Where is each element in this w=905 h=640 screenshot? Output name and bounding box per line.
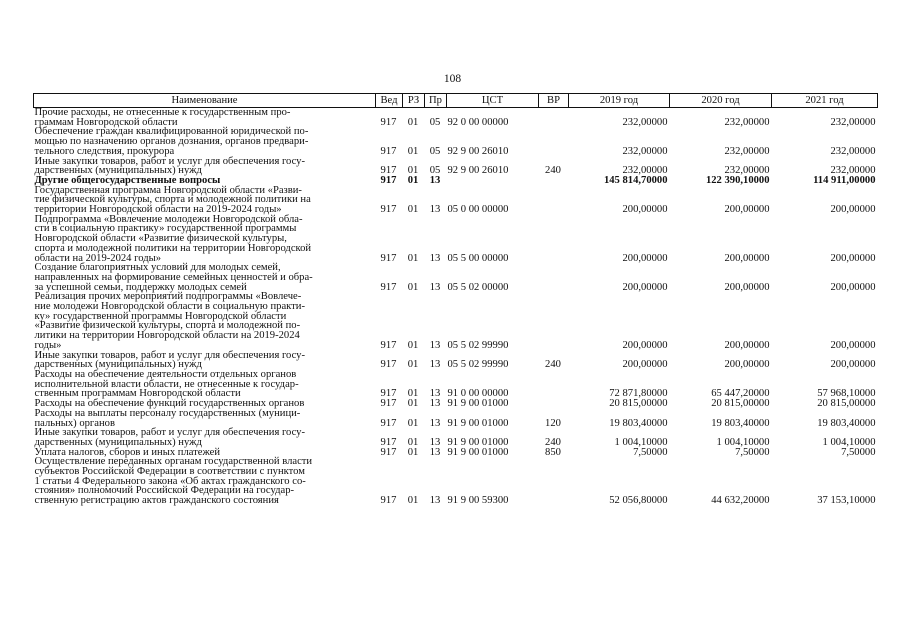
table-row (34, 351, 878, 370)
row-amount-2021: 1 004,10000 (822, 436, 876, 448)
header-2019: 2019 год (569, 94, 670, 108)
table-row (34, 457, 878, 506)
row-amount-2021: 200,00000 (830, 359, 876, 371)
row-cst: 05 5 02 99990 (447, 359, 509, 371)
row-vr: 850 (545, 446, 561, 458)
row-amount-2021: 200,00000 (830, 339, 876, 351)
row-vr (539, 292, 569, 350)
row-ved: 917 (380, 339, 397, 351)
row-amount-2019: 200,00000 (622, 204, 668, 216)
row-pr: 13 (429, 281, 441, 293)
row-amount-2019: 145 814,70000 (603, 174, 668, 186)
table-body (34, 108, 878, 506)
row-ved: 917 (380, 436, 397, 448)
row-vr: 120 (545, 417, 561, 429)
row-amount-2019: 200,00000 (622, 252, 668, 264)
row-rz: 01 (407, 145, 419, 157)
row-rz: 01 (407, 436, 419, 448)
row-ved: 917 (380, 165, 397, 177)
row-cst: 05 5 00 00000 (447, 252, 509, 264)
row-cst: 91 9 00 01000 (447, 417, 509, 429)
table-row (34, 108, 878, 128)
row-rz: 01 (407, 446, 419, 458)
row-pr: 13 (429, 436, 441, 448)
row-rz: 01 (407, 495, 419, 507)
row-name: Расходы на выплаты персоналу государственных (муници- пальных) органов (34, 407, 301, 429)
row-amount-2020: 232,00000 (724, 145, 770, 157)
row-cst: 05 0 00 00000 (447, 204, 509, 216)
row-rz: 01 (407, 252, 419, 264)
row-ved: 917 (380, 359, 397, 371)
row-cst (447, 176, 539, 186)
row-amount-2021: 200,00000 (830, 252, 876, 264)
row-cst: 05 5 02 00000 (447, 281, 509, 293)
row-amount-2019: 232,00000 (622, 145, 668, 157)
table-row (34, 215, 878, 264)
row-amount-2019: 200,00000 (622, 339, 668, 351)
row-ved: 917 (380, 204, 397, 216)
row-pr: 13 (429, 417, 441, 429)
row-cst: 05 5 02 99990 (447, 339, 509, 351)
row-amount-2021: 200,00000 (830, 204, 876, 216)
row-pr: 05 (429, 116, 441, 128)
row-vr: 240 (545, 359, 561, 371)
row-amount-2021: 7,50000 (841, 446, 876, 458)
row-ved: 917 (380, 145, 397, 157)
row-amount-2019: 1 004,10000 (614, 436, 668, 448)
row-vr (539, 215, 569, 264)
row-amount-2019: 19 803,40000 (609, 417, 668, 429)
row-vr (539, 186, 569, 215)
row-pr: 05 (429, 165, 441, 177)
header-2020: 2020 год (670, 94, 772, 108)
row-name: Расходы на обеспечение деятельности отдельных органов исполнительной власти области, не отнесенные к государ- ственным программам Новгородской области (34, 368, 299, 400)
row-amount-2021: 232,00000 (830, 116, 876, 128)
row-vr: 240 (545, 436, 561, 448)
row-vr (539, 127, 569, 156)
row-pr: 05 (429, 145, 441, 157)
row-amount-2019: 20 815,00000 (609, 398, 668, 410)
row-ved: 917 (380, 398, 397, 410)
row-amount-2020: 1 004,10000 (716, 436, 770, 448)
budget-table (33, 93, 878, 506)
row-rz: 01 (407, 204, 419, 216)
row-rz: 01 (407, 339, 419, 351)
row-cst: 91 0 00 00000 (447, 388, 509, 400)
header-row (34, 94, 878, 108)
table-row (34, 292, 878, 350)
row-amount-2021: 114 911,00000 (813, 174, 876, 186)
row-pr: 13 (429, 495, 441, 507)
row-vr: 240 (545, 165, 561, 177)
table-row (34, 428, 878, 447)
table-row (34, 370, 878, 399)
row-cst: 91 9 00 59300 (447, 495, 509, 507)
row-name: Иные закупки товаров, работ и услуг для обеспечения госу- дарственных (муниципальных) нужд (34, 155, 306, 177)
row-amount-2019: 7,50000 (633, 446, 668, 458)
row-name: Государственная программа Новгородской области «Разви- тие физической культуры, спорта и молодежной политики на территории Новгородской области на 2019-2024 годы» (34, 184, 311, 216)
row-name: Расходы на обеспечение функций государственных органов (34, 398, 305, 410)
row-ved: 917 (380, 252, 397, 264)
row-pr: 13 (429, 398, 441, 410)
header-cst: ЦСТ (447, 94, 539, 108)
row-amount-2020: 200,00000 (724, 252, 770, 264)
row-amount-2021: 232,00000 (830, 145, 876, 157)
row-rz: 01 (407, 165, 419, 177)
row-amount-2020: 200,00000 (724, 204, 770, 216)
row-rz: 01 (407, 417, 419, 429)
row-amount-2021: 200,00000 (830, 281, 876, 293)
row-amount-2020: 122 390,10000 (705, 174, 770, 186)
row-name: Иные закупки товаров, работ и услуг для обеспечения госу- дарственных (муниципальных) нужд (34, 427, 306, 448)
table-row (34, 127, 878, 156)
row-amount-2019: 232,00000 (622, 116, 668, 128)
row-amount-2020: 200,00000 (724, 359, 770, 371)
row-amount-2020: 20 815,00000 (711, 398, 770, 410)
row-rz: 01 (407, 398, 419, 410)
row-cst: 92 9 00 26010 (447, 165, 509, 177)
row-vr (539, 176, 569, 186)
row-ved: 917 (380, 174, 397, 186)
row-amount-2020: 232,00000 (724, 116, 770, 128)
row-ved: 917 (380, 495, 397, 507)
row-vr (539, 108, 569, 128)
row-pr: 13 (429, 359, 441, 371)
row-pr: 13 (429, 204, 441, 216)
row-cst: 91 9 00 01000 (447, 446, 509, 458)
row-amount-2020: 200,00000 (724, 339, 770, 351)
row-amount-2020: 65 447,20000 (711, 388, 770, 400)
row-amount-2020: 200,00000 (724, 281, 770, 293)
row-amount-2019: 232,00000 (622, 165, 668, 177)
row-amount-2020: 19 803,40000 (711, 417, 770, 429)
table-row (34, 409, 878, 428)
row-cst: 91 9 00 01000 (447, 436, 509, 448)
row-amount-2019: 200,00000 (622, 281, 668, 293)
row-pr: 13 (429, 388, 441, 400)
row-rz: 01 (407, 359, 419, 371)
row-amount-2021: 232,00000 (830, 165, 876, 177)
row-cst: 92 0 00 00000 (447, 116, 509, 128)
row-ved: 917 (380, 281, 397, 293)
header-pr: Пр (425, 94, 447, 108)
row-ved: 917 (380, 388, 397, 400)
row-name: Уплата налогов, сборов и иных платежей (34, 446, 221, 458)
row-vr (539, 457, 569, 506)
row-name: Создание благоприятных условий для молодых семей, направленных на формирование семейных ценностей и обра- за успешной семьи, поддержку молодых семей (34, 262, 313, 293)
row-rz: 01 (407, 388, 419, 400)
row-amount-2021: 20 815,00000 (817, 398, 876, 410)
row-ved: 917 (380, 116, 397, 128)
header-rz: РЗ (403, 94, 425, 108)
row-amount-2020: 232,00000 (724, 165, 770, 177)
table-row (34, 263, 878, 292)
row-cst: 91 9 00 01000 (447, 398, 509, 410)
row-name: Иные закупки товаров, работ и услуг для обеспечения госу- дарственных (муниципальных) нужд (34, 349, 306, 371)
row-name: Прочие расходы, не отнесенные к государственным про- граммам Новгородской области (34, 107, 291, 128)
row-amount-2020: 44 632,20000 (711, 495, 770, 507)
row-vr (539, 263, 569, 292)
row-ved: 917 (380, 417, 397, 429)
header-ved: Вед (376, 94, 403, 108)
row-name: Подпрограмма «Вовлечение молодежи Новгородской обла- сти в социальную практику» государственной программы Новгородской области «Развитие физической культуры, спорта и молодежной политики на территории Новгородской области на 2019-2024 годы» (34, 213, 312, 264)
row-vr (539, 370, 569, 399)
row-rz: 01 (407, 281, 419, 293)
row-name: Обеспечение граждан квалифицированной юридической по- мощью по назначению органов дознания, органов предвари- тельного следствия, прокурора (34, 126, 309, 157)
header-2021: 2021 год (772, 94, 878, 108)
row-amount-2021: 57 968,10000 (817, 388, 876, 400)
row-amount-2019: 200,00000 (622, 359, 668, 371)
row-pr: 13 (429, 446, 441, 458)
row-ved: 917 (380, 446, 397, 458)
table-row (34, 157, 878, 176)
row-rz: 01 (407, 116, 419, 128)
header-name: Наименование (34, 94, 376, 108)
row-amount-2019: 52 056,80000 (609, 495, 668, 507)
table-row (34, 186, 878, 215)
row-amount-2019: 72 871,80000 (609, 388, 668, 400)
row-name: Другие общегосударственные вопросы (34, 174, 221, 186)
row-cst: 92 9 00 26010 (447, 145, 509, 157)
row-amount-2020: 7,50000 (735, 446, 770, 458)
row-rz: 01 (407, 174, 419, 186)
page-number: 108 (443, 73, 462, 85)
row-amount-2021: 37 153,10000 (817, 495, 876, 507)
row-vr (539, 399, 569, 409)
row-amount-2021: 19 803,40000 (817, 417, 876, 429)
row-name: Реализация прочих мероприятий подпрограммы «Вовлече- ние молодежи Новгородской области в социальную практи- ку» государственной программы Новгородской области «Развитие физической культуры, спорта и молодежной по- литики на территории Новгородской области на 2019-2024 годы» (34, 291, 305, 351)
header-vr: ВР (539, 94, 569, 108)
row-pr: 13 (429, 339, 441, 351)
row-pr: 13 (429, 174, 441, 186)
row-name: Осуществление переданных органам государственной власти субъектов Российской Федерации в соответствии с пунктом 1 статьи 4 Федерального закона «Об актах гражданского со- стояния» полномочий Российской Федерации на государ- ственную регистрацию актов гражданского состояния (34, 456, 313, 507)
row-pr: 13 (429, 252, 441, 264)
